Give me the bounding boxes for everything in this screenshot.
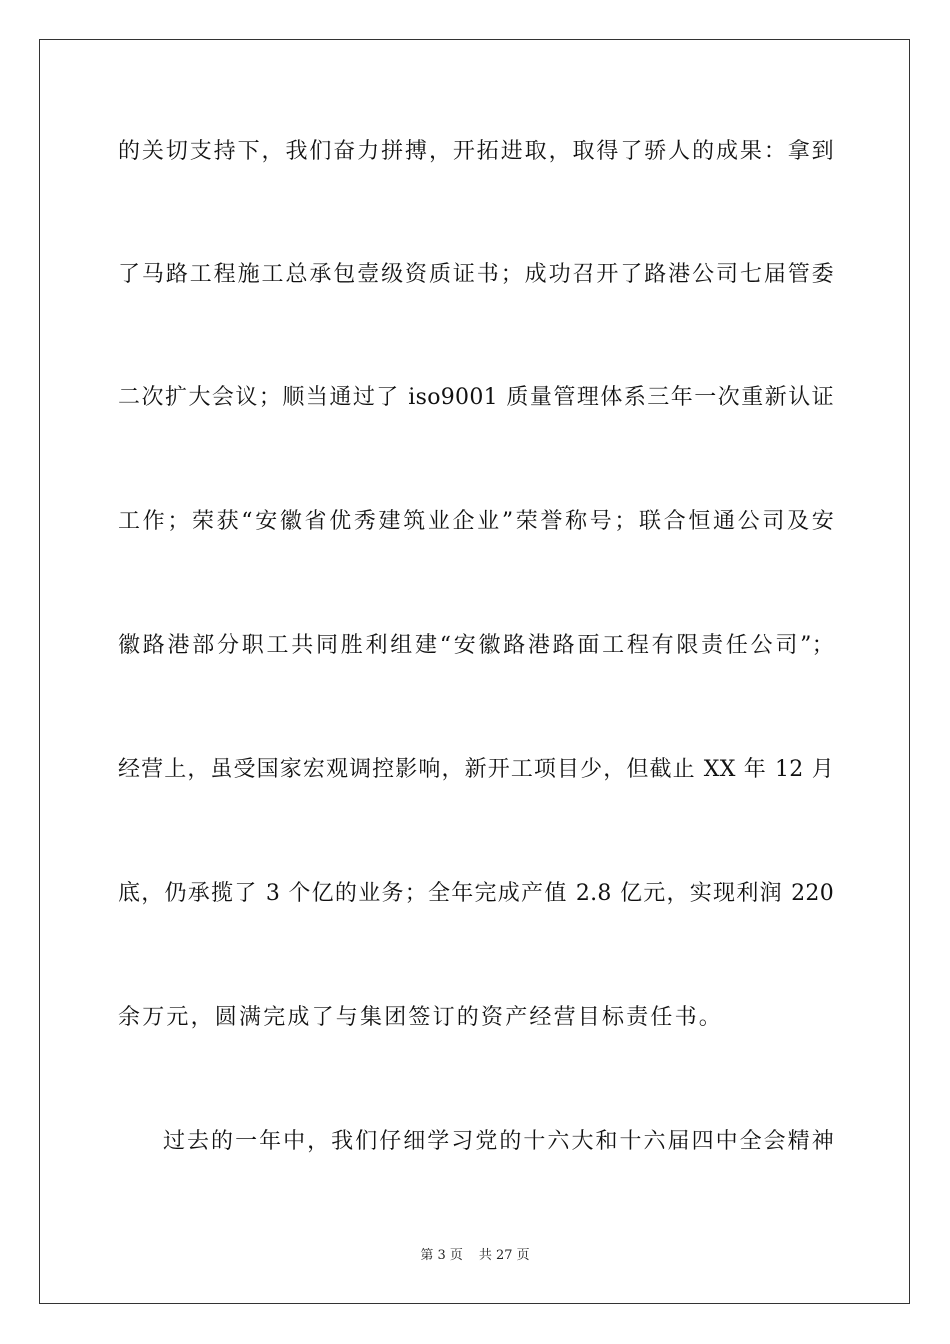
body-line-3: 二次扩大会议；顺当通过了 iso9001 质量管理体系三年一次重新认证 — [118, 385, 834, 410]
body-line-7: 底，仍承揽了 3 个亿的业务；全年完成产值 2.8 亿元，实现利润 220 — [118, 881, 834, 906]
page-footer — [0, 1247, 950, 1265]
body-line-4: 工作；荣获“安徽省优秀建筑业企业”荣誉称号；联合恒通公司及安 — [118, 509, 834, 534]
page-border — [39, 39, 910, 1304]
body-line-6: 经营上，虽受国家宏观调控影响，新开工项目少，但截止 XX 年 12 月 — [118, 757, 834, 782]
body-line-8: 余万元，圆满完成了与集团签订的资产经营目标责任书。 — [118, 1005, 724, 1030]
page-total: 共 27 页 — [478, 1248, 530, 1263]
body-line-2: 了马路工程施工总承包壹级资质证书；成功召开了路港公司七届管委 — [118, 262, 834, 287]
body-line-5: 徽路港部分职工共同胜利组建“安徽路港路面工程有限责任公司”； — [118, 633, 834, 658]
body-line-1: 的关切支持下，我们奋力拼搏，开拓进取，取得了骄人的成果：拿到 — [118, 139, 834, 164]
page-number: 第 3 页 — [420, 1248, 463, 1263]
body-line-9: 过去的一年中，我们仔细学习党的十六大和十六届四中全会精神 — [163, 1129, 834, 1154]
